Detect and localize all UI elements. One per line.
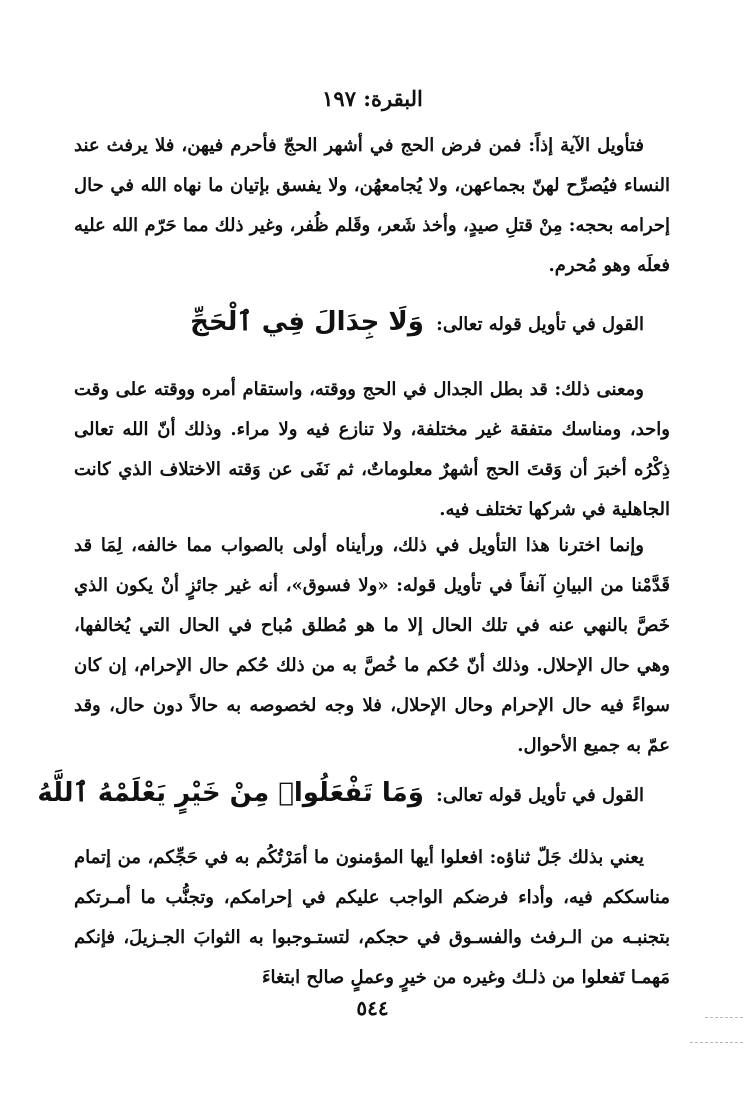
paragraph-text: ومعنى ذلك: قد بطل الجدال في الحج ووقته، واستقام أمره ووقته على وقت واحد، ومناسك متفقة غير مختلفة، ولا تنازع فيه ولا مراء. وذلك أنّ الله تعالى ذِكْرُه أخبرَ أن وَقتَ الحج أشهرٌ معلوماتٌ، ثم نَفَى عن وَقته الاختلاف الذي كانت الجاهلية في شركها تختلف فيه. [74, 379, 670, 520]
running-header: البقرة: ١٩٧ [322, 86, 423, 111]
paragraph-3 [74, 526, 670, 766]
page-number: ٥٤٤ [356, 996, 389, 1020]
paragraph-text: فتأويل الآية إذاً: فمن فرض الحج في أشهر الحجّ فأحرم فيهن، فلا يرفث عند النساء فيُصرِّح لهنّ بجماعهن، ولا يُجامعهُن، ولا يفسق بإتيان ما نهاه الله في حال إحرامه بحجه: مِنْ قتلِ صيدٍ، وأخذ شَعر، وقَلم ظُفر، وغير ذلك مما حَرّم الله عليه فعلَه وهو مُحرم. [74, 135, 670, 276]
quran-verse: وَمَا تَفْعَلُوا۟ مِنْ خَيْرٍ يَعْلَمْهُ ٱللَّهُ [37, 778, 424, 808]
scan-edge-mark [690, 1042, 743, 1043]
paragraph-2 [74, 370, 670, 530]
section-heading-1 [74, 307, 670, 337]
section-heading-2 [37, 778, 670, 808]
quran-verse: وَلَا جِدَالَ فِي ٱلْحَجِّ [190, 307, 424, 337]
paragraph-1 [74, 126, 670, 286]
scan-edge-mark [705, 1017, 743, 1018]
heading-intro: القول في تأويل قوله تعالى: [436, 314, 644, 335]
paragraph-text: يعني بذلك جَلّ ثناؤه: افعلوا أيها المؤمنون ما أمَرْتُكُم به في حَجِّكم، من إتمام مناسككم فيه، وأداء فرضكم الواجب عليكم في إحرامكم، وتجنُّب ما أمـرتكم بتجنبـه من الـرفث والفسـوق في حجكم، لتستـوجبوا به الثوابَ الجـزيلَ، فإنكم مَهمـا تَفعلوا من ذلـك وغيره من خيرٍ وعملٍ صالح ابتغاءَ [74, 847, 670, 988]
paragraph-4 [74, 838, 670, 998]
heading-intro: القول في تأويل قوله تعالى: [436, 785, 644, 806]
paragraph-text: وإنما اخترنا هذا التأويل في ذلك، ورأيناه أولى بالصواب مما خالفه، لِمَا قد قَدَّمْنا من البيانِ آنفاً في تأويل قوله: «ولا فسوق»، أنه غير جائزٍ أنْ يكون الذي خَصَّ بالنهي عنه في تلك الحال إلا ما هو مُطلق مُباح في الحال التي يُخالفها، وهي حال الإحلال. وذلك أنّ حُكم ما خُصَّ به من ذلك حُكم حال الإحرام، إن كان سواءً فيه حال الإحرام وحال الإحلال، فلا وجه لخصوصه به حالاً دون حال، وقد عمّ به جميع الأحوال. [74, 535, 670, 756]
